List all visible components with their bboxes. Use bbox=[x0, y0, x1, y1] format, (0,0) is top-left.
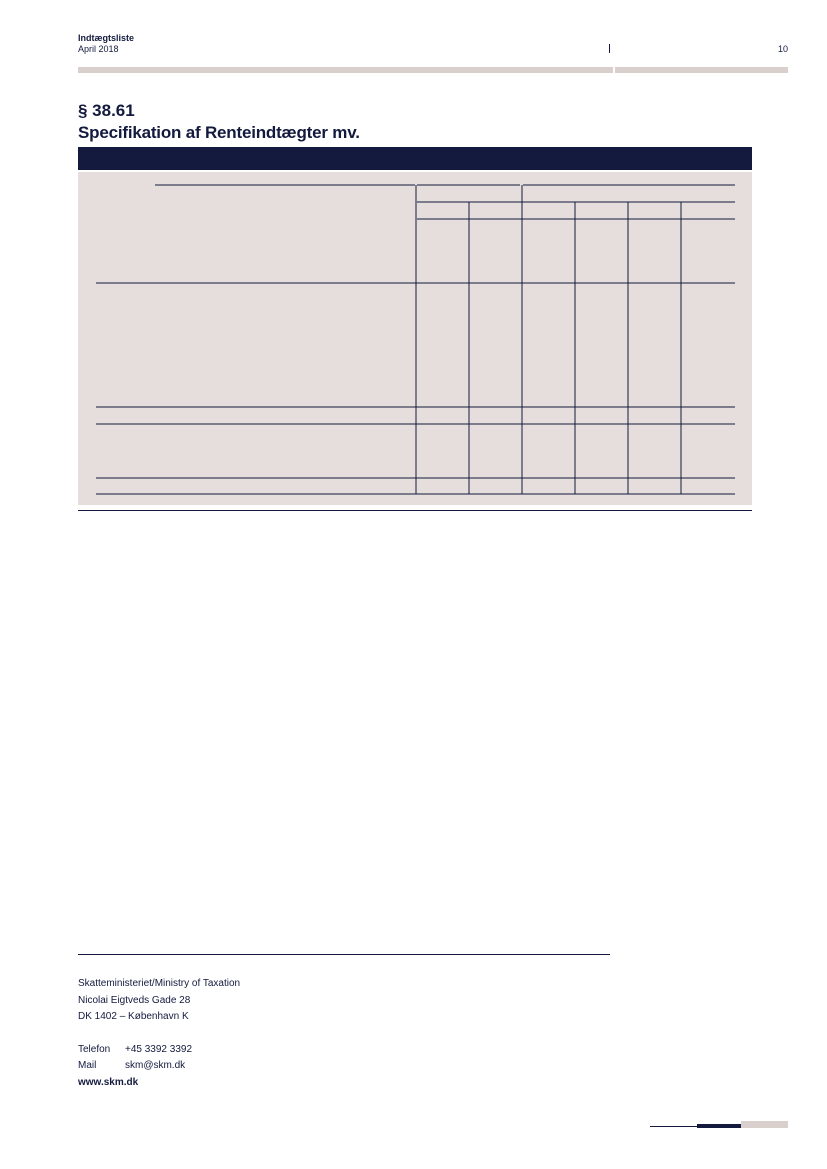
page-number: 10 bbox=[777, 44, 788, 54]
footer-decor-beige bbox=[741, 1121, 788, 1128]
footer-organization: Skatteministeriet/Ministry of Taxation bbox=[78, 978, 241, 989]
footer-phone[interactable]: +45 3392 3392 bbox=[125, 1044, 193, 1055]
section-title: Specifikation af Renteindtægter mv. bbox=[78, 123, 360, 142]
footer-mail-link[interactable]: skm@skm.dk bbox=[125, 1060, 186, 1071]
footer-street: Nicolai Eigtveds Gade 28 bbox=[78, 995, 191, 1006]
header-bar-gap bbox=[613, 67, 615, 73]
table-bottom-rule bbox=[78, 510, 752, 511]
document-title: Indtægtsliste bbox=[78, 33, 135, 43]
footer-city: DK 1402 – København K bbox=[78, 1011, 189, 1022]
footer-rule bbox=[78, 954, 610, 955]
section-number: § 38.61 bbox=[78, 101, 135, 120]
footer-phone-label: Telefon bbox=[78, 1044, 111, 1055]
footer-decor-line bbox=[650, 1126, 697, 1127]
footer-decor-navy bbox=[697, 1124, 741, 1128]
document-date: April 2018 bbox=[78, 44, 119, 54]
header-separator bbox=[609, 44, 610, 53]
table-body bbox=[78, 172, 752, 505]
table-header-band bbox=[78, 147, 752, 170]
footer-website-link[interactable]: www.skm.dk bbox=[78, 1077, 139, 1088]
footer-mail-label: Mail bbox=[78, 1060, 97, 1071]
header-bar bbox=[78, 67, 788, 73]
